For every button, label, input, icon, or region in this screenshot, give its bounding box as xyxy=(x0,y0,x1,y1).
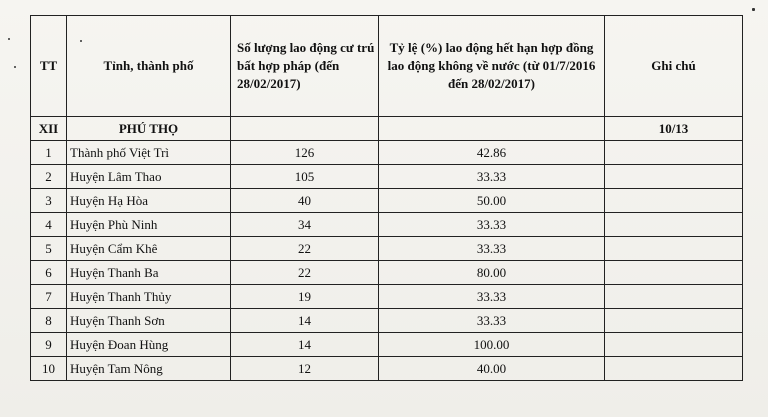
row-name: Thành phố Việt Trì xyxy=(67,141,231,165)
row-note xyxy=(605,165,743,189)
row-note xyxy=(605,309,743,333)
header-province: Tỉnh, thành phố xyxy=(67,16,231,117)
row-count: 40 xyxy=(231,189,379,213)
section-row xyxy=(31,117,743,141)
row-note xyxy=(605,213,743,237)
row-name: Huyện Tam Nông xyxy=(67,357,231,381)
row-note xyxy=(605,333,743,357)
row-count: 12 xyxy=(231,357,379,381)
row-count: 34 xyxy=(231,213,379,237)
row-rate: 100.00 xyxy=(379,333,605,357)
header-expired-rate: Tỷ lệ (%) lao động hết hạn hợp đồng lao động không về nước (từ 01/7/2016 đến 28/02/2017) xyxy=(379,16,605,117)
row-count: 22 xyxy=(231,237,379,261)
table-row xyxy=(31,141,743,165)
section-tt: XII xyxy=(31,117,67,141)
table-row xyxy=(31,213,743,237)
row-rate: 33.33 xyxy=(379,285,605,309)
section-count xyxy=(231,117,379,141)
table-row xyxy=(31,333,743,357)
table-row xyxy=(31,237,743,261)
row-note xyxy=(605,285,743,309)
table-row xyxy=(31,309,743,333)
scan-speck xyxy=(8,38,10,40)
table-row xyxy=(31,285,743,309)
row-note xyxy=(605,189,743,213)
row-name: Huyện Thanh Sơn xyxy=(67,309,231,333)
row-name: Huyện Hạ Hòa xyxy=(67,189,231,213)
row-count: 126 xyxy=(231,141,379,165)
scan-speck xyxy=(14,66,16,68)
row-rate: 33.33 xyxy=(379,309,605,333)
header-illegal-workers: Số lượng lao động cư trú bất hợp pháp (đến 28/02/2017) xyxy=(231,16,379,117)
row-name: Huyện Đoan Hùng xyxy=(67,333,231,357)
labor-statistics-table xyxy=(30,15,743,381)
row-note xyxy=(605,261,743,285)
row-name: Huyện Thanh Thủy xyxy=(67,285,231,309)
row-tt: 9 xyxy=(31,333,67,357)
row-tt: 7 xyxy=(31,285,67,309)
row-note xyxy=(605,141,743,165)
row-count: 105 xyxy=(231,165,379,189)
row-name: Huyện Cẩm Khê xyxy=(67,237,231,261)
row-tt: 2 xyxy=(31,165,67,189)
row-rate: 33.33 xyxy=(379,237,605,261)
header-tt: TT xyxy=(31,16,67,117)
header-note: Ghi chú xyxy=(605,16,743,117)
row-tt: 8 xyxy=(31,309,67,333)
table-row xyxy=(31,165,743,189)
row-tt: 5 xyxy=(31,237,67,261)
table-row xyxy=(31,261,743,285)
row-count: 19 xyxy=(231,285,379,309)
section-name: PHÚ THỌ xyxy=(67,117,231,141)
section-note: 10/13 xyxy=(605,117,743,141)
row-count: 22 xyxy=(231,261,379,285)
row-rate: 80.00 xyxy=(379,261,605,285)
section-rate xyxy=(379,117,605,141)
row-note xyxy=(605,357,743,381)
row-count: 14 xyxy=(231,333,379,357)
scan-speck xyxy=(752,8,755,11)
row-rate: 33.33 xyxy=(379,165,605,189)
row-rate: 42.86 xyxy=(379,141,605,165)
row-note xyxy=(605,237,743,261)
row-tt: 1 xyxy=(31,141,67,165)
table-row xyxy=(31,357,743,381)
row-name: Huyện Phù Ninh xyxy=(67,213,231,237)
row-tt: 10 xyxy=(31,357,67,381)
row-name: Huyện Lâm Thao xyxy=(67,165,231,189)
row-count: 14 xyxy=(231,309,379,333)
table-header-row xyxy=(31,16,743,117)
row-tt: 3 xyxy=(31,189,67,213)
row-tt: 4 xyxy=(31,213,67,237)
row-name: Huyện Thanh Ba xyxy=(67,261,231,285)
row-rate: 33.33 xyxy=(379,213,605,237)
row-rate: 40.00 xyxy=(379,357,605,381)
row-rate: 50.00 xyxy=(379,189,605,213)
row-tt: 6 xyxy=(31,261,67,285)
table-row xyxy=(31,189,743,213)
